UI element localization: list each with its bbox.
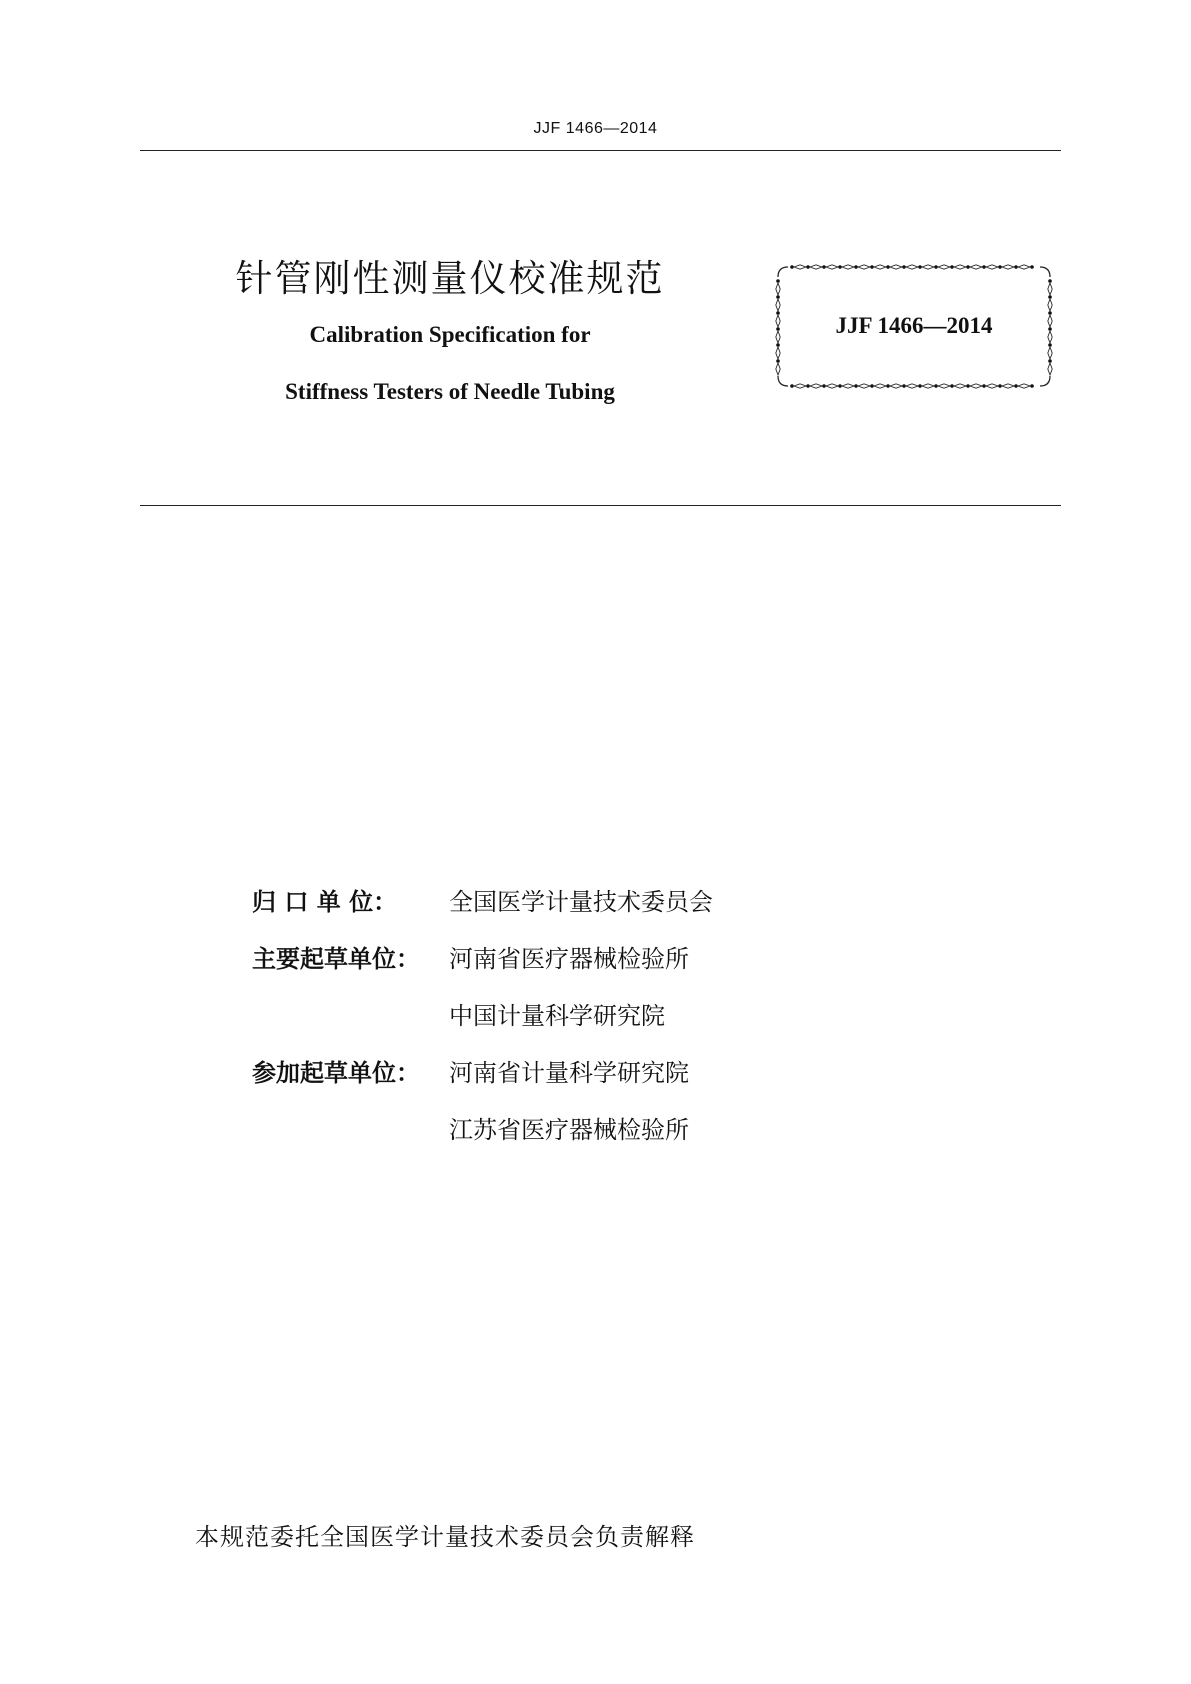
- frame-corner: [778, 267, 788, 277]
- org-row-participating-drafter: [252, 1053, 713, 1110]
- frame-diamond: [776, 363, 780, 375]
- frame-diamond: [970, 384, 982, 388]
- drafting-organizations: [252, 882, 713, 1167]
- document-title-english-line2: Stiffness Testers of Needle Tubing: [285, 379, 615, 404]
- frame-diamond: [906, 384, 918, 388]
- frame-diamond: [776, 347, 780, 359]
- frame-diamond: [986, 384, 998, 388]
- frame-diamond: [776, 283, 780, 295]
- frame-diamond: [938, 384, 950, 388]
- frame-corner: [778, 376, 788, 386]
- frame-diamond: [906, 265, 918, 269]
- frame-diamond: [842, 265, 854, 269]
- org-label: 参加起草单位：: [252, 1059, 420, 1087]
- frame-diamond: [842, 384, 854, 388]
- org-label: 归 口 单 位：: [252, 888, 398, 916]
- frame-diamond: [1018, 265, 1030, 269]
- frame-diamond: [794, 384, 806, 388]
- frame-diamond: [1048, 299, 1052, 311]
- frame-diamond: [1018, 384, 1030, 388]
- frame-diamond: [1048, 363, 1052, 375]
- header-rule: [140, 150, 1061, 151]
- frame-diamond: [954, 384, 966, 388]
- frame-diamond: [922, 384, 934, 388]
- frame-diamond: [810, 265, 822, 269]
- frame-corner: [1040, 376, 1050, 386]
- interpretation-note: 本规范委托全国医学计量技术委员会负责解释: [195, 1523, 695, 1551]
- title-rule: [140, 505, 1061, 506]
- frame-diamond: [938, 265, 950, 269]
- frame-diamond: [970, 265, 982, 269]
- document-title-chinese: 针管刚性测量仪校准规范: [235, 257, 665, 300]
- standard-code: JJF 1466—2014: [835, 313, 993, 338]
- document-title-english-line1: Calibration Specification for: [309, 322, 591, 347]
- frame-diamond: [986, 265, 998, 269]
- frame-dot: [1030, 384, 1034, 388]
- frame-diamond: [1002, 265, 1014, 269]
- frame-diamond: [858, 384, 870, 388]
- frame-diamond: [826, 265, 838, 269]
- frame-diamond: [1048, 347, 1052, 359]
- frame-diamond: [858, 265, 870, 269]
- frame-diamond: [890, 384, 902, 388]
- org-row-participating-drafter-2: [252, 1110, 713, 1167]
- org-value: 江苏省医疗器械检验所: [449, 1116, 689, 1144]
- frame-diamond: [826, 384, 838, 388]
- org-row-responsible: [252, 882, 713, 939]
- standard-code-box: [774, 263, 1054, 390]
- frame-diamond: [922, 265, 934, 269]
- frame-diamond: [1048, 283, 1052, 295]
- org-value: 河南省医疗器械检验所: [449, 945, 689, 973]
- frame-diamond: [810, 384, 822, 388]
- frame-diamond: [874, 384, 886, 388]
- org-row-main-drafter: [252, 939, 713, 996]
- frame-dot: [1030, 265, 1034, 269]
- frame-diamond: [776, 299, 780, 311]
- org-value: 河南省计量科学研究院: [449, 1059, 689, 1087]
- frame-diamond: [874, 265, 886, 269]
- frame-corner: [1040, 267, 1050, 277]
- frame-diamond: [954, 265, 966, 269]
- frame-diamond: [794, 265, 806, 269]
- org-label: 主要起草单位：: [252, 945, 420, 973]
- running-header-code: JJF 1466—2014: [533, 120, 658, 137]
- org-value: 中国计量科学研究院: [449, 1002, 665, 1030]
- org-value: 全国医学计量技术委员会: [449, 888, 713, 916]
- org-row-main-drafter-2: [252, 996, 713, 1053]
- frame-diamond: [890, 265, 902, 269]
- frame-diamond: [1002, 384, 1014, 388]
